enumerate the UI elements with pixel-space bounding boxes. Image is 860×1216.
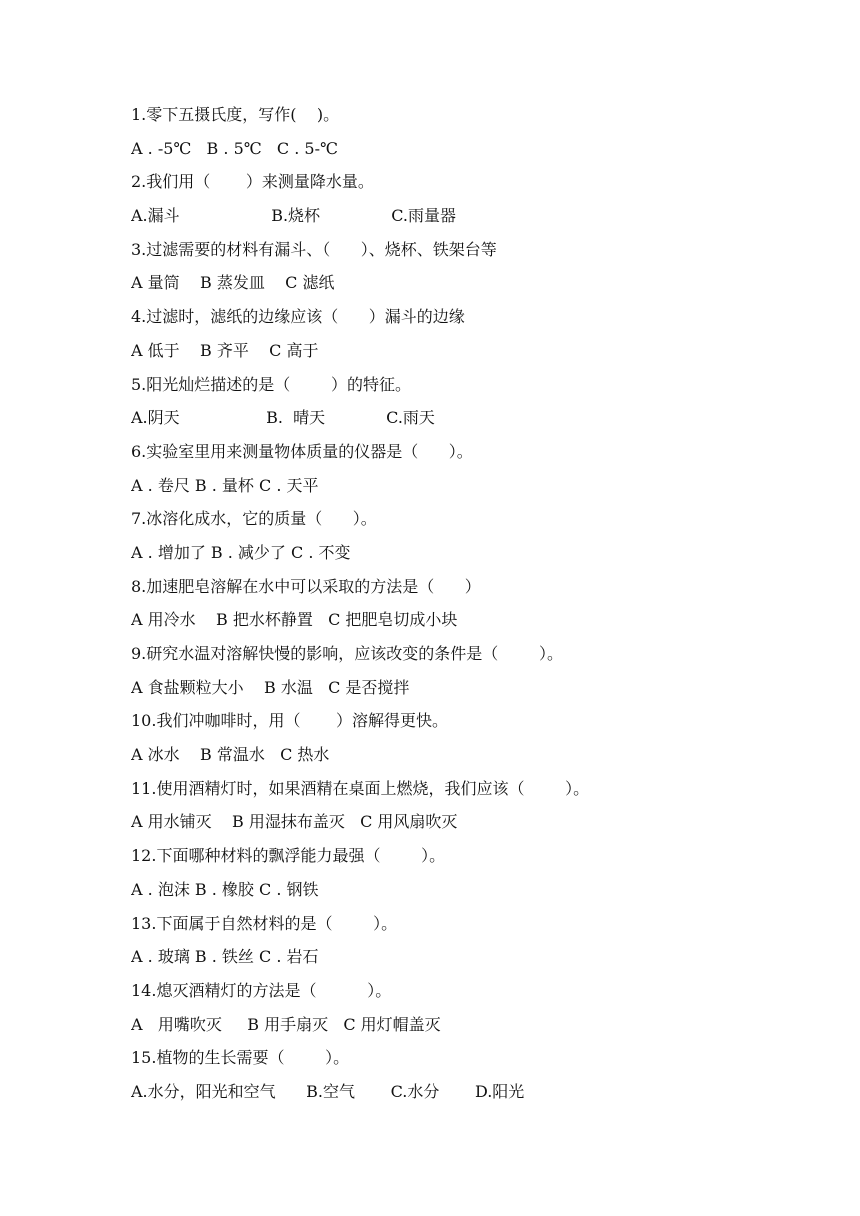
question-3-text: 3.过滤需要的材料有漏斗、（ ）、烧杯、铁架台等 — [131, 239, 497, 259]
question-3-options: A 量筒 B 蒸发皿 C 滤纸 — [131, 273, 335, 293]
question-13-text: 13.下面属于自然材料的是（ ）。 — [131, 913, 398, 933]
question-5-text: 5.阳光灿烂描述的是（ ）的特征。 — [131, 374, 411, 394]
question-4-text: 4.过滤时，滤纸的边缘应该（ ）漏斗的边缘 — [131, 307, 465, 327]
question-5-options: A.阴天 B. 晴天 C.雨天 — [131, 408, 435, 428]
question-14-options: A 用嘴吹灭 B 用手扇灭 C 用灯帽盖灭 — [131, 1014, 441, 1034]
question-7-options: A . 增加了 B . 减少了 C . 不变 — [131, 542, 351, 562]
question-12-options: A . 泡沫 B . 橡胶 C . 钢铁 — [131, 879, 319, 899]
question-14-text: 14.熄灭酒精灯的方法是（ ）。 — [131, 980, 392, 1000]
question-6-text: 6.实验室里用来测量物体质量的仪器是（ ）。 — [131, 441, 473, 461]
question-12-text: 12.下面哪种材料的飘浮能力最强（ ）。 — [131, 846, 446, 866]
question-7-text: 7.冰溶化成水，它的质量（ ）。 — [131, 509, 377, 529]
question-13-options: A . 玻璃 B . 铁丝 C . 岩石 — [131, 947, 319, 967]
question-9-text: 9.研究水温对溶解快慢的影响，应该改变的条件是（ ）。 — [131, 644, 563, 663]
question-2-text: 2.我们用（ ）来测量降水量。 — [131, 172, 374, 192]
question-1-text: 1.零下五摄氏度，写作( )。 — [131, 105, 340, 124]
question-10-text: 10.我们冲咖啡时，用（ ）溶解得更快。 — [131, 711, 449, 731]
question-9-options: A 食盐颗粒大小 B 水温 C 是否搅拌 — [131, 677, 410, 697]
question-8-text: 8.加速肥皂溶解在水中可以采取的方法是（ ） — [131, 576, 481, 596]
question-11-options: A 用水铺灭 B 用湿抹布盖灭 C 用风扇吹灭 — [131, 812, 458, 832]
question-11-text: 11.使用酒精灯时，如果酒精在桌面上燃烧，我们应该（ ）。 — [131, 778, 590, 798]
question-6-options: A . 卷尺 B . 量杯 C . 天平 — [131, 475, 319, 495]
question-15-options: A.水分，阳光和空气 B.空气 C.水分 D.阳光 — [131, 1081, 525, 1101]
question-1-options: A . -5℃ B . 5℃ C . 5-℃ — [131, 138, 338, 158]
question-15-text: 15.植物的生长需要（ ）。 — [131, 1048, 350, 1068]
question-10-options: A 冰水 B 常温水 C 热水 — [131, 745, 330, 765]
question-list — [131, 98, 751, 1109]
question-8-options: A 用冷水 B 把水杯静置 C 把肥皂切成小块 — [131, 610, 458, 630]
question-4-options: A 低于 B 齐平 C 高于 — [131, 340, 319, 360]
question-2-options: A.漏斗 B.烧杯 C.雨量器 — [131, 206, 456, 226]
